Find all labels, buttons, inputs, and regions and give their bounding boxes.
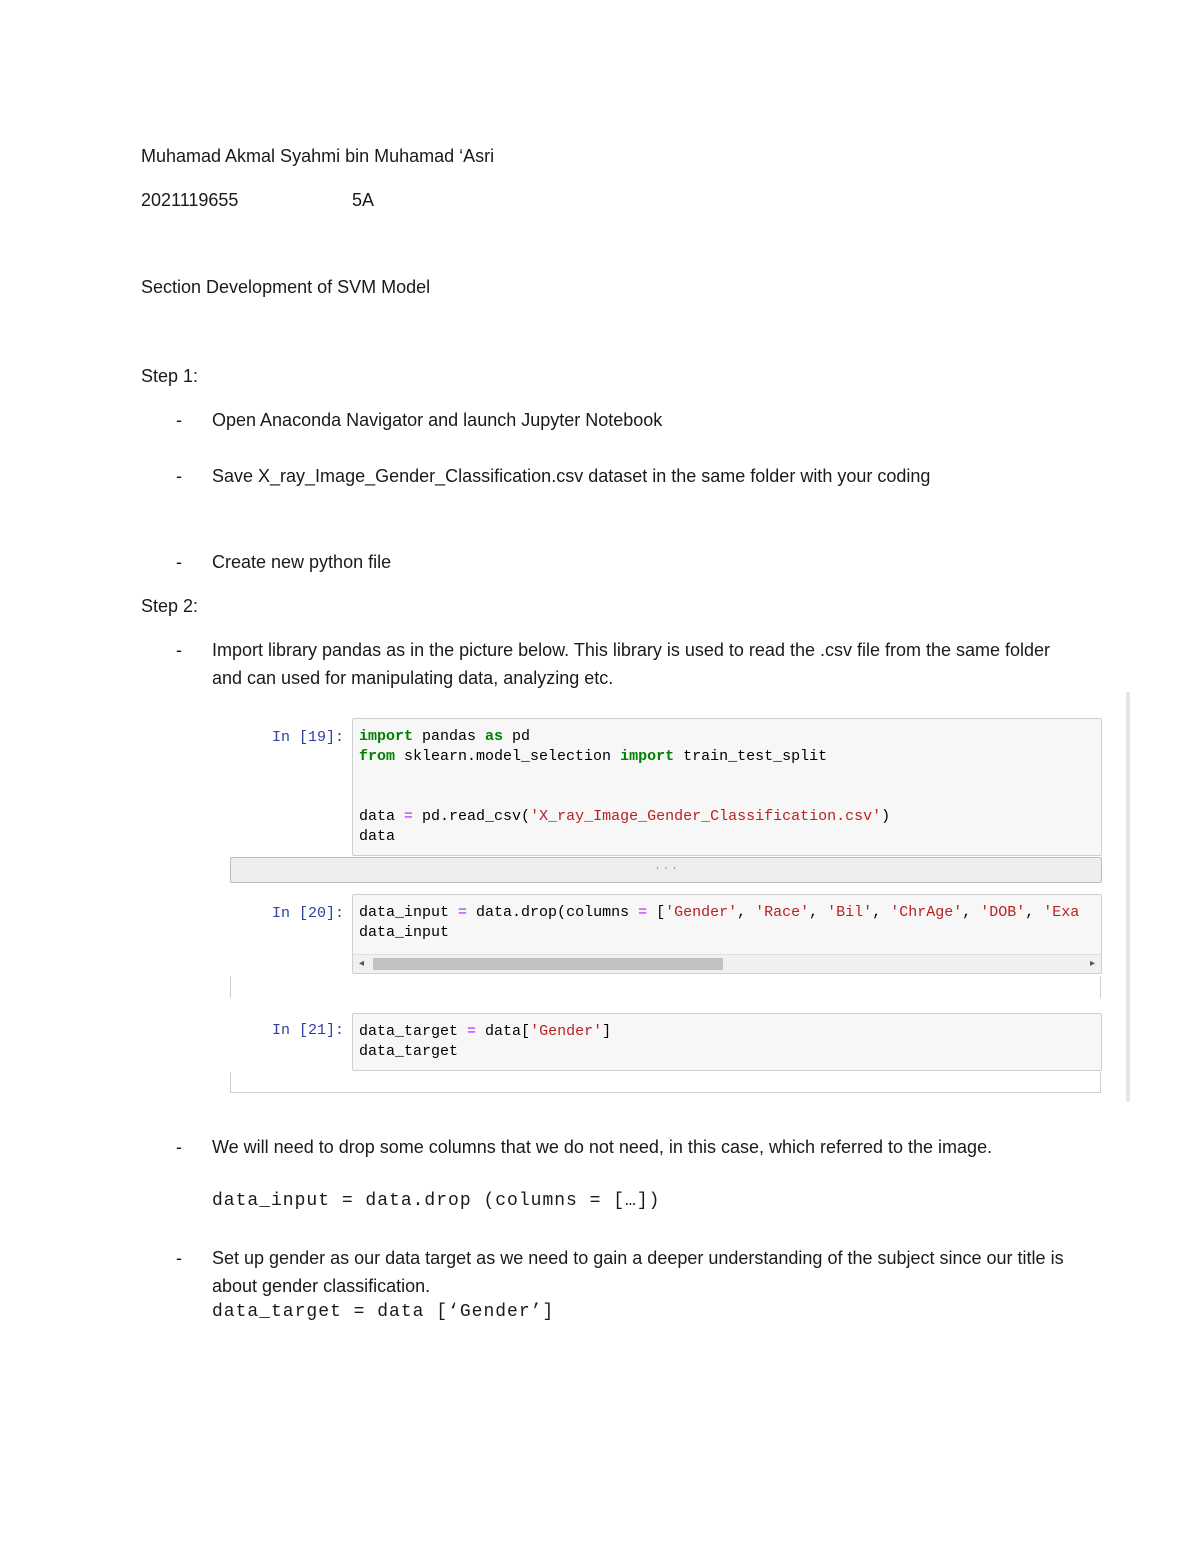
- class-label: 5A: [352, 190, 375, 210]
- bullet-dash: -: [176, 1248, 182, 1268]
- cell-19-prompt: In [19]:: [272, 729, 345, 746]
- horizontal-scrollbar[interactable]: [353, 954, 1101, 973]
- code-text: train_test_split: [674, 748, 828, 765]
- scroll-left-icon[interactable]: ◂: [359, 958, 365, 969]
- code-text: data.drop(columns: [467, 904, 639, 921]
- code-string: 'DOB': [980, 904, 1026, 921]
- author-name: Muhamad Akmal Syahmi bin Muhamad ‘Asri: [141, 146, 495, 166]
- code-text: data: [359, 808, 405, 825]
- notebook-screenshot: [212, 692, 1130, 1102]
- code-text: ,: [872, 904, 891, 921]
- code-text: pandas: [413, 728, 486, 745]
- code-text: data[: [476, 1023, 531, 1040]
- code-cell-20[interactable]: [352, 894, 1102, 974]
- step2-bullet-2: We will need to drop some columns that we do not need, in this case, which referred to the image.: [212, 1137, 993, 1157]
- cell-20-code: [353, 895, 1101, 951]
- bullet-dash: -: [176, 1137, 182, 1157]
- step2-bullet-1: Import library pandas as in the picture below. This library is used to read the .csv file from the same folder and can used for manipulating data, analyzing etc.: [212, 640, 1051, 688]
- code-cell-21[interactable]: [352, 1013, 1102, 1071]
- step1-title: Step 1:: [141, 366, 199, 386]
- code-op: =: [458, 904, 468, 921]
- code-string: 'Race': [755, 904, 810, 921]
- cell-gutter-line: [230, 1072, 231, 1092]
- scrollbar-thumb[interactable]: [373, 958, 723, 970]
- bullet-dash: -: [176, 466, 182, 486]
- collapsed-output-bar[interactable]: · · ·: [230, 857, 1102, 883]
- code-text: ,: [962, 904, 981, 921]
- screenshot-edge: [1126, 692, 1130, 1102]
- kw: import: [359, 728, 414, 745]
- cell-gutter-line: [230, 976, 231, 998]
- code-text: ,: [1025, 904, 1044, 921]
- cell-gutter-line: [1100, 976, 1101, 998]
- kw: import: [620, 748, 675, 765]
- kw: from: [359, 748, 396, 765]
- bullet-dash: -: [176, 640, 182, 660]
- code-cell-19[interactable]: [352, 718, 1102, 856]
- scroll-right-icon[interactable]: ▸: [1089, 958, 1095, 969]
- cell-bottom-line: [230, 1092, 1101, 1093]
- code-text: data_input: [359, 924, 450, 941]
- student-id: 2021119655: [141, 190, 239, 210]
- cell-19-code: [353, 719, 1101, 855]
- code-string: 'Gender': [665, 904, 738, 921]
- kw: as: [485, 728, 504, 745]
- code-text: data_target: [359, 1023, 468, 1040]
- code-string: 'X_ray_Image_Gender_Classification.csv': [530, 808, 882, 825]
- code-text: ,: [737, 904, 756, 921]
- code-op: =: [467, 1023, 477, 1040]
- code-string: 'Gender': [530, 1023, 603, 1040]
- step2-title: Step 2:: [141, 596, 199, 616]
- code-text: data: [359, 828, 396, 845]
- code-op: =: [404, 808, 414, 825]
- code-text: data_input: [359, 904, 459, 921]
- code-string: 'Bil': [827, 904, 873, 921]
- cell-20-prompt: In [20]:: [272, 905, 345, 922]
- cell-gutter-line: [1100, 1072, 1101, 1092]
- code-text: [: [647, 904, 666, 921]
- step2-bullet-2-code: data_input = data.drop (columns = […]): [212, 1191, 661, 1211]
- bullet-dash: -: [176, 410, 182, 430]
- bullet-dash: -: [176, 552, 182, 572]
- step1-bullet-3: Create new python file: [212, 552, 392, 572]
- code-text: ): [881, 808, 891, 825]
- cell-21-code: [353, 1014, 1101, 1070]
- code-text: sklearn.model_selection: [395, 748, 621, 765]
- step1-bullet-1: Open Anaconda Navigator and launch Jupyter Notebook: [212, 410, 663, 430]
- code-text: pd.read_csv(: [413, 808, 531, 825]
- code-string: 'ChrAge': [890, 904, 963, 921]
- step1-bullet-2: Save X_ray_Image_Gender_Classification.csv dataset in the same folder with your coding: [212, 466, 931, 486]
- code-text: ]: [602, 1023, 612, 1040]
- code-string: 'Exa: [1043, 904, 1080, 921]
- code-text: pd: [503, 728, 531, 745]
- code-op: =: [638, 904, 648, 921]
- cell-21-prompt: In [21]:: [272, 1022, 345, 1039]
- code-text: ,: [809, 904, 828, 921]
- section-title: Section Development of SVM Model: [141, 277, 431, 297]
- step2-bullet-3-code: data_target = data [‘Gender’]: [212, 1302, 555, 1322]
- step2-bullet-3: Set up gender as our data target as we need to gain a deeper understanding of the subject since our title is about gender classification.: [212, 1248, 1064, 1296]
- code-text: data_target: [359, 1043, 459, 1060]
